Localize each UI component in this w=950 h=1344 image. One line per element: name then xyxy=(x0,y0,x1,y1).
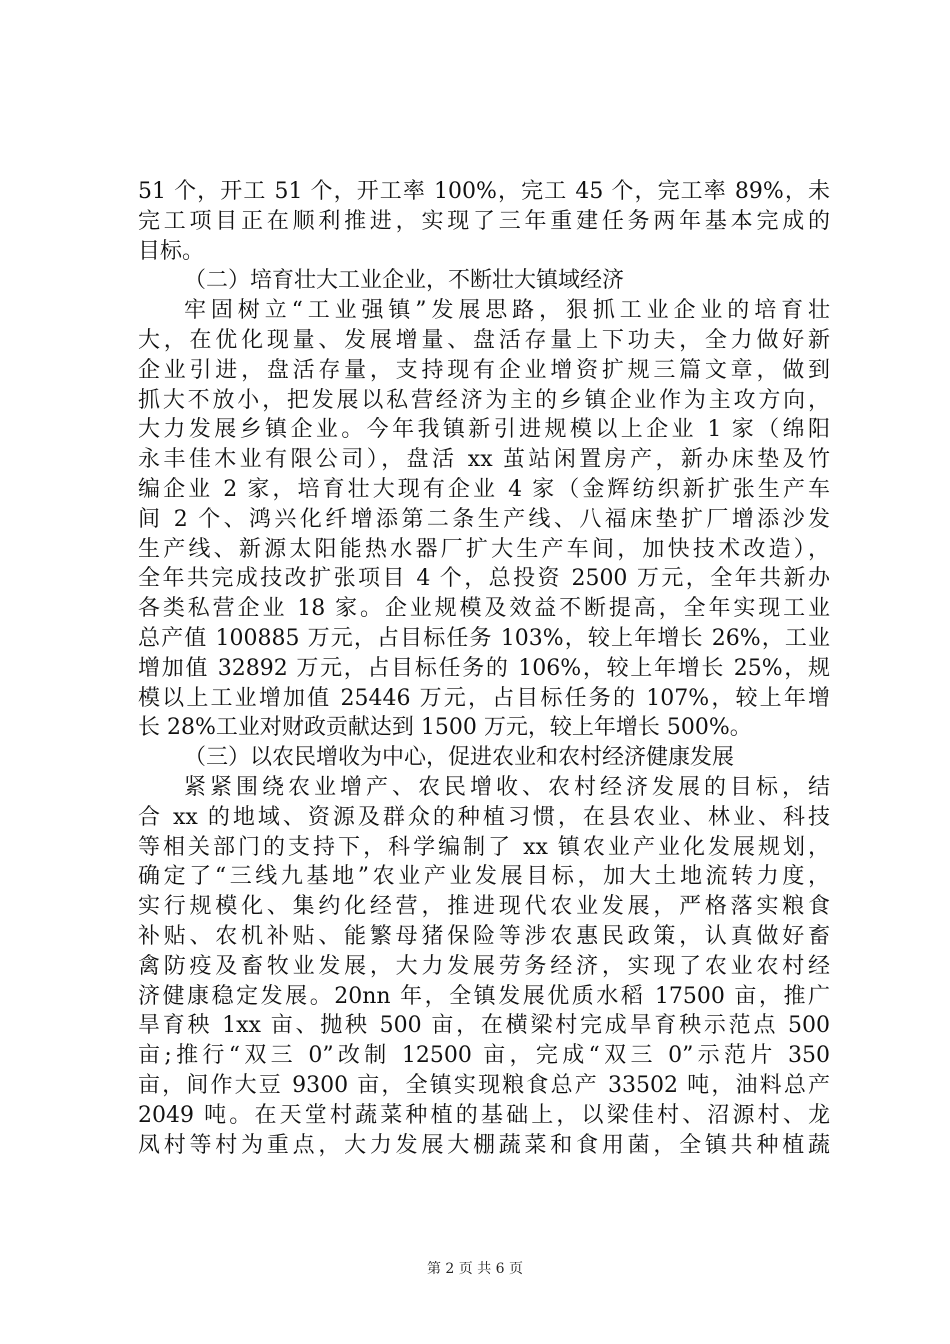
text-line: 生产线、新源太阳能热水器厂扩大生产车间，加快技术改造）， xyxy=(138,536,830,562)
text-line: 长 28%工业对财政贡献达到 1500 万元，较上年增长 500%。 xyxy=(138,715,752,741)
text-line: 大力发展乡镇企业。今年我镇新引进规模以上企业 1 家（绵阳 xyxy=(138,417,830,443)
text-line: 抓大不放小，把发展以私营经济为主的乡镇企业作为主攻方向， xyxy=(138,387,830,413)
text-line: 各类私营企业 18 家。企业规模及效益不断提高，全年实现工业 xyxy=(138,596,830,622)
document-body xyxy=(138,177,830,1160)
text-line: 增加值 32892 万元，占目标任务的 106%，较上年增长 25%，规 xyxy=(138,655,830,681)
text-line: 51 个，开工 51 个，开工率 100%，完工 45 个，完工率 89%，未 xyxy=(138,179,830,204)
text-line: 目标。 xyxy=(138,238,205,264)
text-line: 亩，间作大豆 9300 亩，全镇实现粮食总产 33502 吨，油料总产 xyxy=(138,1072,830,1098)
text-line: 企业引进，盘活存量，支持现有企业增资扩规三篇文章，做到 xyxy=(138,357,830,383)
text-line: 完工项目正在顺利推进，实现了三年重建任务两年基本完成的 xyxy=(138,208,830,234)
text-line: 大，在优化现量、发展增量、盘活存量上下功夫，全力做好新 xyxy=(138,327,830,353)
text-line: 实行规模化、集约化经营，推进现代农业发展，严格落实粮食 xyxy=(138,894,830,920)
text-line: 补贴、农机补贴、能繁母猪保险等涉农惠民政策，认真做好畜 xyxy=(138,923,830,949)
text-line: 全年共完成技改扩张项目 4 个，总投资 2500 万元，全年共新办 xyxy=(138,566,830,592)
text-line: 间 2 个、鸿兴化纤增添第二条生产线、八福床垫扩厂增添沙发 xyxy=(138,506,830,532)
page-footer: 第 2 页 共 6 页 xyxy=(426,1261,524,1277)
text-line: 等相关部门的支持下，科学编制了 xx 镇农业产业化发展规划， xyxy=(138,834,830,860)
text-line: 合 xx 的地域、资源及群众的种植习惯，在县农业、林业、科技 xyxy=(138,804,830,830)
text-line: 禽防疫及畜牧业发展，大力发展劳务经济，实现了农业农村经 xyxy=(138,953,830,979)
text-line: 编企业 2 家，培育壮大现有企业 4 家（金辉纺织新扩张生产车 xyxy=(138,476,830,502)
text-line: 总产值 100885 万元，占目标任务 103%，较上年增长 26%，工业 xyxy=(138,625,830,651)
text-line: 确定了“三线九基地”农业产业发展目标，加大土地流转力度， xyxy=(138,864,830,890)
paragraph-first-line: 牢固树立“工业强镇”发展思路，狠抓工业企业的培育壮 xyxy=(184,298,830,324)
text-line: 永丰佳木业有限公司），盘活 xx 茧站闲置房产，新办床垫及竹 xyxy=(138,447,830,473)
text-line: 亩;推行“双三 0”改制 12500 亩，完成“双三 0”示范片 350 xyxy=(138,1043,830,1069)
text-line: 凤村等村为重点，大力发展大棚蔬菜和食用菌，全镇共种植蔬 xyxy=(138,1132,830,1158)
text-line: 旱育秧 1xx 亩、抛秧 500 亩，在横梁村完成旱育秧示范点 500 xyxy=(138,1013,830,1039)
text-line: 2049 吨。在天堂村蔬菜种植的基础上，以梁佳村、沼源村、龙 xyxy=(138,1102,830,1128)
paragraph-first-line: （二）培育壮大工业企业，不断壮大镇域经济 xyxy=(184,268,625,294)
text-line: 模以上工业增加值 25446 万元，占目标任务的 107%，较上年增 xyxy=(138,685,830,711)
paragraph-first-line: （三）以农民增收为中心，促进农业和农村经济健康发展 xyxy=(184,745,735,771)
text-line: 济健康稳定发展。20nn 年，全镇发展优质水稻 17500 亩，推广 xyxy=(138,983,830,1009)
paragraph-first-line: 紧紧围绕农业增产、农民增收、农村经济发展的目标，结 xyxy=(184,774,830,800)
